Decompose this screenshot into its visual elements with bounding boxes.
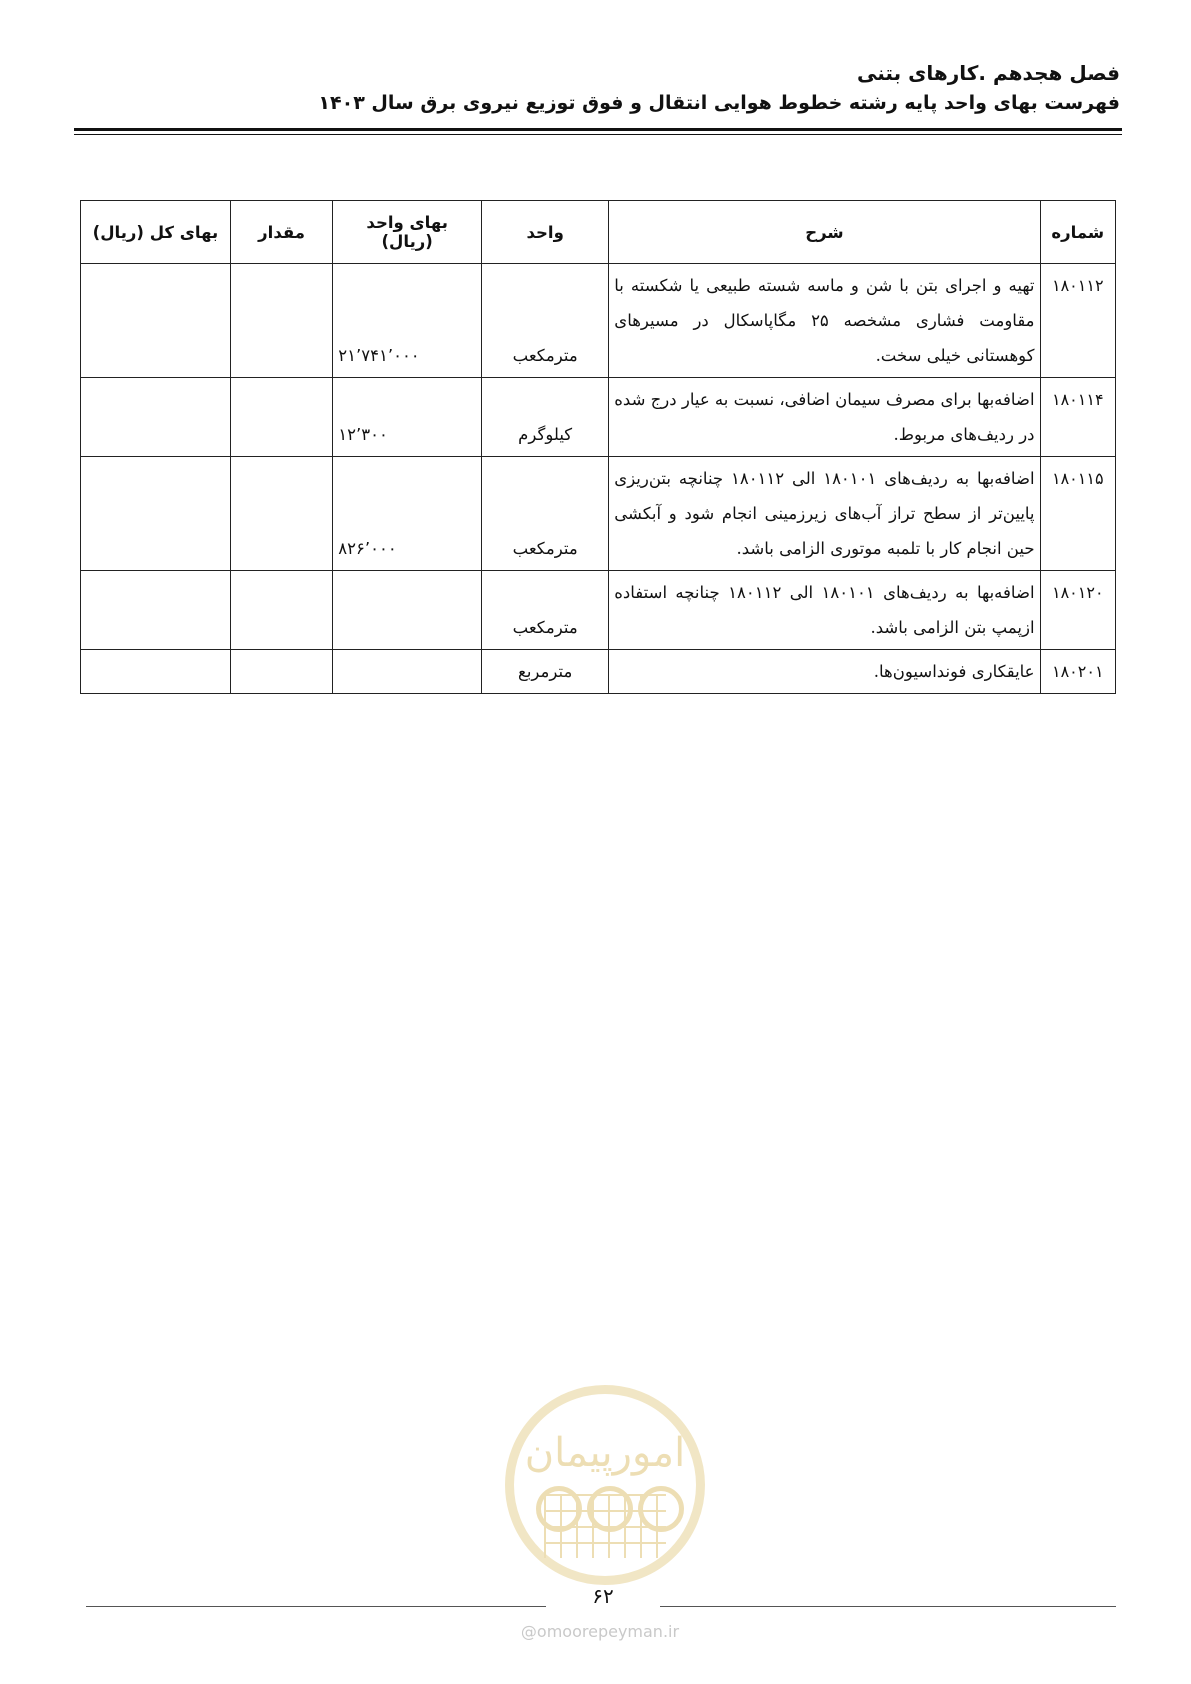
- header-description: شرح: [609, 201, 1040, 264]
- row-total-price: [81, 457, 231, 571]
- row-quantity: [230, 571, 332, 650]
- header-total-price: بهای کل (ریال): [81, 201, 231, 264]
- watermark-grid: [544, 1494, 666, 1558]
- row-total-price: [81, 264, 231, 378]
- website-link[interactable]: @omoorepeyman.ir: [520, 1622, 680, 1641]
- row-total-price: [81, 650, 231, 694]
- row-description: اضافه‌بها برای مصرف سیمان اضافی، نسبت به عیار درج شده در ردیف‌های مربوط.: [609, 378, 1040, 457]
- row-unit-price: ۲۱٬۷۴۱٬۰۰۰: [333, 264, 482, 378]
- footer-rule-right: [660, 1606, 1116, 1607]
- watermark-logo: [505, 1385, 705, 1585]
- page-header: [74, 58, 1120, 118]
- price-table: [80, 200, 1116, 694]
- header-quantity: مقدار: [230, 201, 332, 264]
- row-unit-price: ۸۲۶٬۰۰۰: [333, 457, 482, 571]
- row-quantity: [230, 264, 332, 378]
- table-row: [81, 264, 1116, 378]
- header-code: شماره: [1040, 201, 1115, 264]
- table-row: [81, 571, 1116, 650]
- row-unit-price: ۱۲٬۳۰۰: [333, 378, 482, 457]
- watermark-text: امورپیمان: [524, 1430, 686, 1476]
- row-unit: مترمکعب: [482, 264, 609, 378]
- row-total-price: [81, 571, 231, 650]
- row-unit: کیلوگرم: [482, 378, 609, 457]
- page-number: ۶۲: [592, 1584, 614, 1608]
- table-row: [81, 650, 1116, 694]
- row-unit: مترمکعب: [482, 457, 609, 571]
- table-header-row: [81, 201, 1116, 264]
- footer-rule-left: [86, 1606, 546, 1607]
- row-total-price: [81, 378, 231, 457]
- row-quantity: [230, 457, 332, 571]
- row-unit: مترمربع: [482, 650, 609, 694]
- row-description: تهیه و اجرای بتن با شن و ماسه شسته طبیعی یا شکسته با مقاومت فشاری مشخصه ۲۵ مگاپاسکال در مسیرهای کوهستانی خیلی سخت.: [609, 264, 1040, 378]
- header-rule-thin: [74, 134, 1122, 135]
- row-description: عایقکاری فونداسیون‌ها.: [609, 650, 1040, 694]
- chapter-title: فصل هجدهم .کارهای بتنی: [857, 61, 1120, 85]
- row-quantity: [230, 378, 332, 457]
- table-row: [81, 457, 1116, 571]
- row-code: ۱۸۰۱۱۲: [1040, 264, 1115, 378]
- row-unit-price: [333, 571, 482, 650]
- header-unit-price: بهای واحد (ریال): [333, 201, 482, 264]
- row-quantity: [230, 650, 332, 694]
- row-unit: مترمکعب: [482, 571, 609, 650]
- document-subtitle: فهرست بهای واحد پایه رشته خطوط هوایی انتقال و فوق توزیع نیروی برق سال ۱۴۰۳: [318, 92, 1120, 114]
- row-description: اضافه‌بها به ردیف‌های ۱۸۰۱۰۱ الی ۱۸۰۱۱۲ چنانچه بتن‌ریزی پایین‌تر از سطح تراز آب‌های زیرزمینی انجام شود و آبکشی حین انجام کار با تلمبه موتوری الزامی باشد.: [609, 457, 1040, 571]
- row-unit-price: [333, 650, 482, 694]
- row-code: ۱۸۰۲۰۱: [1040, 650, 1115, 694]
- row-description: اضافه‌بها به ردیف‌های ۱۸۰۱۰۱ الی ۱۸۰۱۱۲ چنانچه استفاده ازپمپ بتن الزامی باشد.: [609, 571, 1040, 650]
- row-code: ۱۸۰۱۱۵: [1040, 457, 1115, 571]
- row-code: ۱۸۰۱۱۴: [1040, 378, 1115, 457]
- table-row: [81, 378, 1116, 457]
- header-unit: واحد: [482, 201, 609, 264]
- header-rule-thick: [74, 128, 1122, 131]
- row-code: ۱۸۰۱۲۰: [1040, 571, 1115, 650]
